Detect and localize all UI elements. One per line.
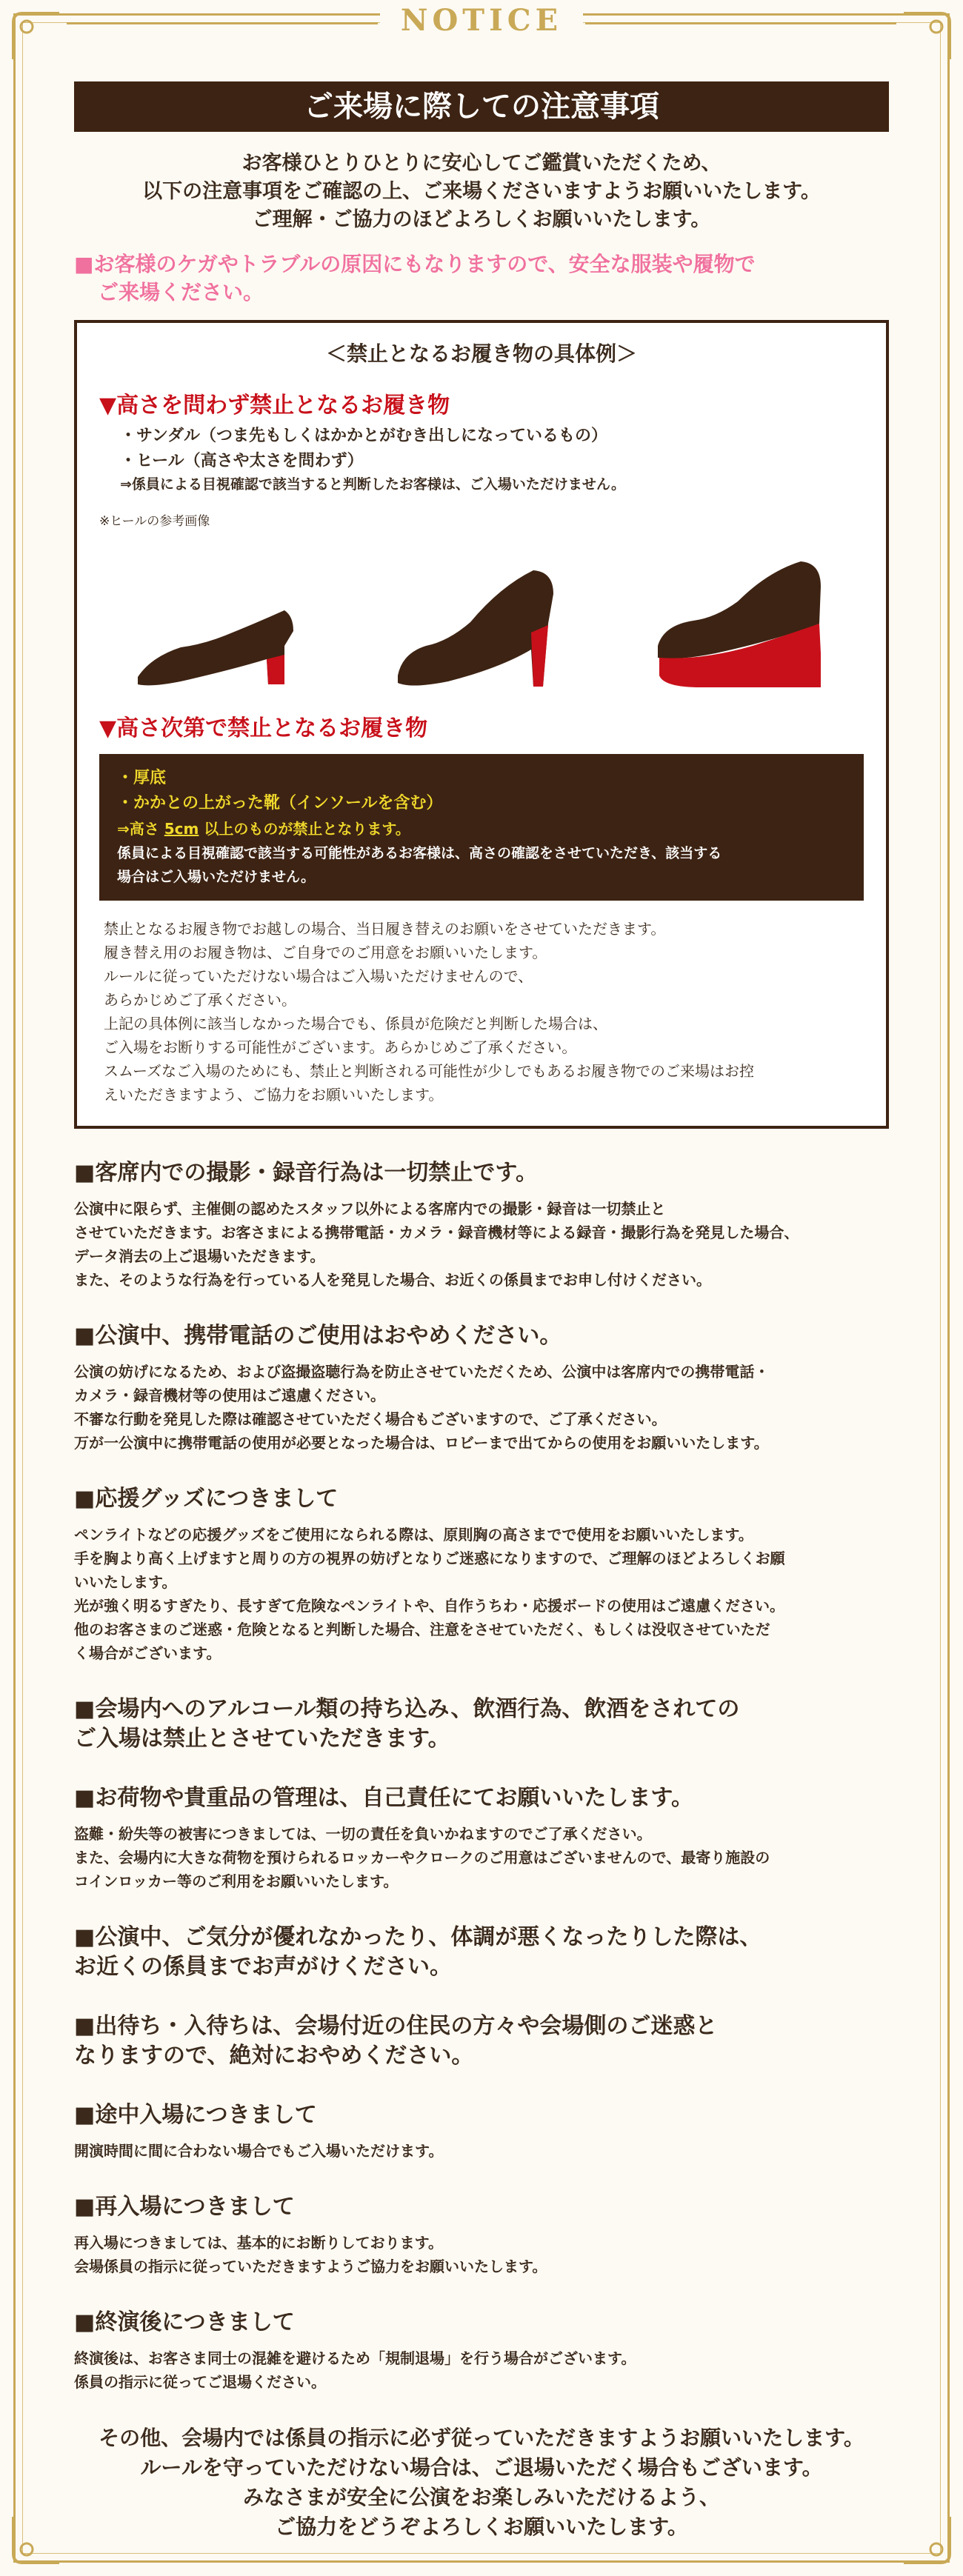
- heel-reference-images: [99, 542, 864, 690]
- footwear-box-heading: ＜禁止となるお履き物の具体例＞: [325, 341, 637, 366]
- corner-ornament-icon: [896, 2509, 956, 2569]
- safety-warning: ■お客様のケガやトラブルの原因にもなりますので、安全な服装や履物で ご来場ください。: [74, 252, 756, 304]
- section-body: ペンライトなどの応援グッズをご使用になられる際は、原則胸の高さまでで使用をお願いいたします。 手を胸より高く上げますと周りの方の視界の妨げとなりご迷惑になりますので、ご理解のほどよろしくお願 いいたします。 光が強く明るすぎたり、長すぎて危険なペンライトや、自作うちわ・応援ボードの使用はご遠慮ください。 他のお客さまのご迷惑・危険となると判断した場合、注意をさせていただく、もしくは没収させていただ く場合がございます。: [74, 1526, 785, 1662]
- section-body: 終演後は、お客さま同士の混雑を避けるため「規制退場」を行う場合がございます。 係員の指示に従ってご退場ください。: [74, 2349, 636, 2391]
- section-heading: ■会場内へのアルコール類の持ち込み、飲酒行為、飲酒をされての ご入場は禁止とさせていただきます。: [74, 1696, 740, 1752]
- platform-heel-shoe-icon: [656, 557, 827, 690]
- heel-reference-label: ※ヒールの参考画像: [99, 514, 210, 529]
- notice-sections: [74, 1158, 889, 2394]
- footwear-box-footer: 禁止となるお履き物でお越しの場合、当日履き替えのお願いをさせていただきます。 履き替え用のお履き物は、ご自身でのご用意をお願いいたします。 ルールに従っていただけない場合はご入場いただけませんので、 あらかじめご了承ください。 上記の具体例に該当しなかった場合でも、係員が危険だと判断した場合は、 ご入場をお断りする可能性がございます。あらかじめご了承ください。 スムーズなご入場のためにも、禁止と判断される可能性が少しでもあるお履き物でのご来場はお控 えいただきますよう、ご協力をお願いいたします。: [104, 920, 754, 1104]
- footwear-box: [74, 320, 889, 1129]
- always-prohibited-list: ・サンダル（つま先もしくはかかとがむき出しになっているもの） ・ヒール（高さや太さを問わず） ⇒係員による目視確認で該当すると判断したお客様は、ご入場いただけません。: [120, 427, 626, 493]
- notice-section: [74, 2100, 889, 2163]
- section-heading: ■終演後につきまして: [74, 2309, 295, 2335]
- notice-section: [74, 2308, 889, 2394]
- section-heading: ■客席内での撮影・録音行為は一切禁止です。: [74, 1160, 538, 1186]
- height-dependent-heading: ▼高さ次第で禁止となるお履き物: [99, 715, 428, 741]
- notice-section: [74, 1783, 889, 1893]
- section-heading: ■お荷物や貴重品の管理は、自己責任にてお願いいたします。: [74, 1785, 693, 1811]
- section-heading: ■再入場につきまして: [74, 2194, 295, 2220]
- low-heel-shoe-icon: [136, 601, 299, 690]
- section-body: 盗難・紛失等の被害につきましては、一切の責任を負いかねますのでご了承ください。 また、会場内に大きな荷物を預けられるロッカーやクロークのご用意はございませんので、最寄り施設の コインロッカー等のご利用をお願いいたします。: [74, 1825, 770, 1890]
- mid-heel-shoe-icon: [396, 564, 559, 690]
- section-body: 開演時間に間に合わない場合でもご入場いただけます。: [74, 2142, 444, 2160]
- page-title: ご来場に際しての注意事項: [74, 81, 889, 132]
- section-body: 再入場につきましては、基本的にお断りしております。 会場係員の指示に従っていただきますようご協力をお願いいたします。: [74, 2234, 547, 2275]
- corner-ornament-icon: [7, 2509, 67, 2569]
- closing-message: その他、会場内では係員の指示に必ず従っていただきますようお願いいたします。 ルールを守っていただけない場合は、ご退場いただく場合もございます。 みなさまが安全に公演をお楽しみいただけるよう、 ご協力をどうぞよろしくお願いいたします。: [99, 2426, 864, 2539]
- notice-section: [74, 1484, 889, 1665]
- notice-content: [74, 81, 889, 2542]
- notice-section: [74, 1158, 889, 1292]
- section-heading: ■出待ち・入待ちは、会場付近の住民の方々や会場側のご迷惑と なりますので、絶対におやめください。: [74, 2013, 718, 2069]
- section-heading: ■応援グッズにつきまして: [74, 1486, 339, 1512]
- notice-section: [74, 1695, 889, 1754]
- notice-section: [74, 1923, 889, 1982]
- section-heading: ■公演中、ご気分が優れなかったり、体調が悪くなったりした際は、 お近くの係員までお声がけください。: [74, 1924, 762, 1980]
- notice-section: [74, 2012, 889, 2071]
- always-prohibited-heading: ▼高さを問わず禁止となるお履き物: [99, 393, 450, 418]
- section-heading: ■公演中、携帯電話のご使用はおやめください。: [74, 1323, 562, 1349]
- notice-section: [74, 1321, 889, 1455]
- height-limit-rule: ⇒高さ 5cm 以上のものが禁止となります。: [117, 820, 410, 838]
- section-heading: ■途中入場につきまして: [74, 2102, 317, 2128]
- section-body: 公演の妨げになるため、および盗撮盗聴行為を防止させていただくため、公演中は客席内での携帯電話・ カメラ・録音機材等の使用はご遠慮ください。 不審な行動を発見した際は確認させていただく場合もございますので、ご了承ください。 万が一公演中に携帯電話の使用が必要となった場合は、ロビーまで出てからの使用をお願いいたします。: [74, 1363, 770, 1452]
- height-dependent-box: ・厚底 ・かかとの上がった靴（インソールを含む） ⇒高さ 5cm 以上のものが禁止となります。 係員による目視確認で該当する可能性があるお客様は、高さの確認をさせていただき、該当する 場合はご入場いただけません。: [99, 754, 864, 901]
- notice-section: [74, 2192, 889, 2278]
- intro-text: お客様ひとりひとりに安心してご鑑賞いただくため、 以下の注意事項をご確認の上、ご来場くださいますようお願いいたします。 ご理解・ご協力のほどよろしくお願いいたします。: [142, 152, 821, 231]
- section-body: 公演中に限らず、主催側の認めたスタッフ以外による客席内での撮影・録音は一切禁止と させていただきます。お客さまによる携帯電話・カメラ・録音機材等による録音・撮影行為を発見した場合、 データ消去の上ご退場いただきます。 また、そのような行為を行っている人を発見した場合、お近くの係員までお申し付けください。: [74, 1200, 799, 1289]
- notice-label: NOTICE: [0, 3, 963, 38]
